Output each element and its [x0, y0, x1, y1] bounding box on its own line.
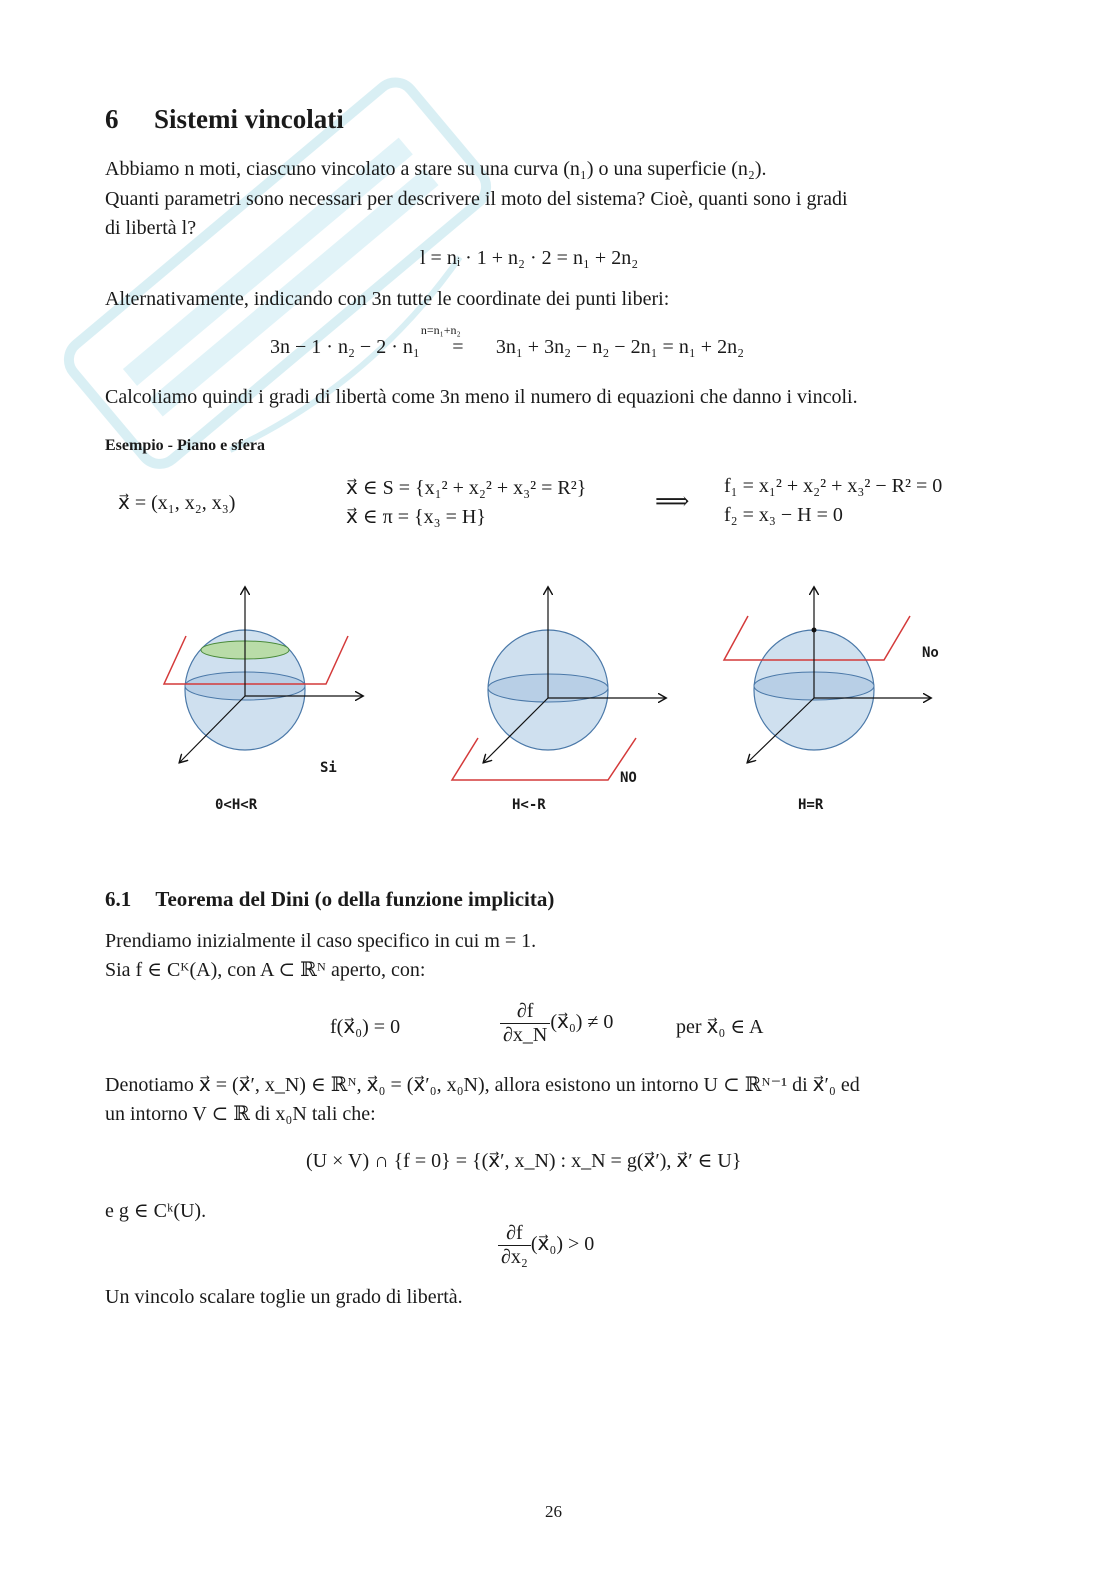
- deriv-rest: (x⃗₀) ≠ 0: [550, 1011, 614, 1034]
- sphere-plane-figures: [150, 578, 980, 828]
- verdict-2: NO: [620, 770, 637, 786]
- subsection-heading: [105, 887, 554, 912]
- constraint-sphere: x⃗ ∈ S = {x₁² + x₂² + x₃² = R²}: [346, 477, 587, 499]
- section-title: Sistemi vincolati: [154, 104, 344, 134]
- figure-3: [724, 588, 930, 762]
- caption-2: H<-R: [512, 797, 546, 813]
- verdict-3: No: [922, 645, 939, 661]
- deriv2-rest: (x⃗₀) > 0: [530, 1233, 595, 1256]
- figure-1: [164, 588, 362, 762]
- dini-p5: Un vincolo scalare toglie un grado di libertà.: [105, 1286, 463, 1308]
- alternative-text: Alternativamente, indicando con 3n tutte le coordinate dei punti liberi:: [105, 288, 670, 310]
- calc-text: Calcoliamo quindi i gradi di libertà come 3n meno il numero di equazioni che danno i vincoli.: [105, 386, 858, 408]
- page-number: 26: [545, 1502, 562, 1521]
- figure-2: [452, 588, 665, 780]
- dini-deriv-positive: [498, 1222, 594, 1269]
- deriv2-numerator: ∂f: [498, 1222, 531, 1246]
- dini-cond-2: [500, 1000, 613, 1047]
- section-number: 6: [105, 104, 119, 134]
- example-title: Esempio - Piano e sfera: [105, 437, 265, 454]
- dini-cond-1: f(x⃗₀) = 0: [330, 1016, 401, 1038]
- caption-3: H=R: [798, 797, 824, 813]
- dini-p2: Sia f ∈ Cᴷ(A), con A ⊂ ℝᴺ aperto, con:: [105, 959, 426, 981]
- intro-line-3: di libertà l?: [105, 217, 197, 239]
- example-vector: x⃗ = (x₁, x₂, x₃): [118, 492, 236, 514]
- caption-1: 0<H<R: [215, 797, 258, 813]
- equation-degrees: l = nᵢ · 1 + n₂ · 2 = n₁ + 2n₂: [420, 247, 639, 269]
- deriv-numerator: ∂f: [500, 1000, 550, 1024]
- function-f1: f₁ = x₁² + x₂² + x₃² − R² = 0: [724, 475, 943, 497]
- dini-p1: Prendiamo inizialmente il caso specifico in cui m = 1.: [105, 930, 537, 952]
- eq2-left: 3n − 1 · n₂ − 2 · n₁: [270, 336, 420, 358]
- section-heading: [105, 104, 344, 135]
- dini-equation: (U × V) ∩ {f = 0} = {(x⃗′, x_N) : x_N = g(x⃗′), x⃗′ ∈ U}: [306, 1150, 742, 1172]
- implies-arrow: ⟹: [655, 489, 690, 515]
- function-f2: f₂ = x₃ − H = 0: [724, 504, 843, 526]
- subsection-title: Teorema del Dini (o della funzione implicita): [155, 887, 555, 911]
- deriv-denominator: ∂x_N: [503, 1024, 548, 1046]
- dini-p3b: un intorno V ⊂ ℝ di x₀N tali che:: [105, 1103, 376, 1125]
- intro-line-1: Abbiamo n moti, ciascuno vincolato a stare su una curva (n₁) o una superficie (n₂).: [105, 158, 767, 180]
- eq2-over: n=n₁+n₂: [420, 323, 461, 337]
- eq2-right: 3n₁ + 3n₂ − n₂ − 2n₁ = n₁ + 2n₂: [495, 336, 745, 358]
- equation-alternative: [270, 323, 745, 359]
- subsection-number: 6.1: [105, 887, 132, 911]
- dini-p3a: Denotiamo x⃗ = (x⃗′, x_N) ∈ ℝᴺ, x⃗₀ = (x⃗′₀, x₀N), allora esistono un intorno U ⊂ ℝᴺ⁻¹ di x⃗′₀ ed: [105, 1074, 860, 1096]
- intro-line-2: Quanti parametri sono necessari per descrivere il moto del sistema? Cioè, quanti sono i gradi: [105, 188, 848, 210]
- deriv2-denominator: ∂x₂: [501, 1246, 528, 1268]
- dini-cond-3: per x⃗₀ ∈ A: [676, 1016, 764, 1038]
- verdict-1: Si: [320, 760, 337, 776]
- dini-p4: e g ∈ Cᵏ(U).: [105, 1200, 207, 1222]
- constraint-plane: x⃗ ∈ π = {x₃ = H}: [346, 506, 486, 528]
- eq2-equals: =: [452, 336, 464, 358]
